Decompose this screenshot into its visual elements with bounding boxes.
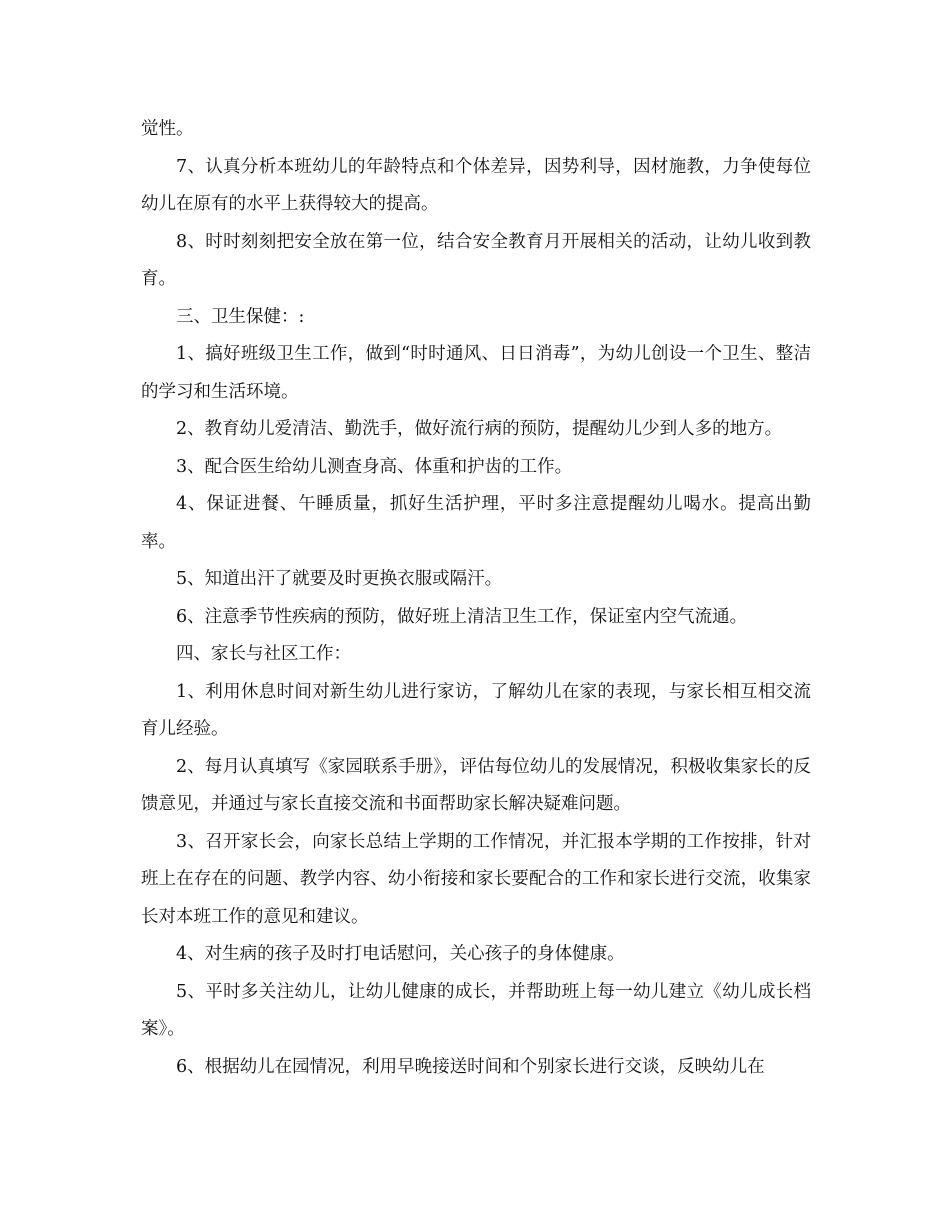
paragraph-parents-6: 6、根据幼儿在园情况，利用早晚接送时间和个别家长进行交谈，反映幼儿在 bbox=[176, 1056, 765, 1077]
section-heading-parents-community: 四、家长与社区工作： bbox=[176, 644, 351, 664]
paragraph-hygiene-6: 6、注意季节性疾病的预防，做好班上清洁卫生工作，保证室内空气流通。 bbox=[176, 606, 748, 627]
paragraph-hygiene-1: 1、搞好班级卫生工作，做到“时时通风、日日消毒”，为幼儿创设一个卫生、整洁的学习和生活环境。 bbox=[141, 344, 811, 402]
paragraph-parents-5: 5、平时多关注幼儿，让幼儿健康的成长，并帮助班上每一幼儿建立《幼儿成长档案》。 bbox=[141, 981, 811, 1039]
paragraph-hygiene-2: 2、教育幼儿爱清洁、勤洗手，做好流行病的预防，提醒幼儿少到人多的地方。 bbox=[176, 419, 783, 439]
paragraph-hygiene-4: 4、保证进餐、午睡质量，抓好生活护理，平时多注意提醒幼儿喝水。提高出勤率。 bbox=[141, 494, 811, 552]
paragraph-parents-3: 3、召开家长会，向家长总结上学期的工作情况，并汇报本学期的工作按排，针对班上在存在的问题、教学内容、幼小衔接和家长要配合的工作和家长进行交流，收集家长对本班工作的意见和建议。 bbox=[141, 831, 811, 927]
paragraph-item-8: 8、时时刻刻把安全放在第一位，结合安全教育月开展相关的活动，让幼儿收到教育。 bbox=[141, 231, 811, 289]
paragraph-item-7: 7、认真分析本班幼儿的年龄特点和个体差异，因势利导，因材施教，力争使每位幼儿在原有的水平上获得较大的提高。 bbox=[141, 156, 811, 214]
section-heading-hygiene: 三、卫生保健：: bbox=[176, 306, 305, 327]
paragraph-parents-2: 2、每月认真填写《家园联系手册》，评估每位幼儿的发展情况，积极收集家长的反馈意见，并通过与家长直接交流和书面帮助家长解决疑难问题。 bbox=[141, 756, 811, 814]
paragraph-hygiene-5: 5、知道出汗了就要及时更换衣服或隔汗。 bbox=[176, 569, 503, 589]
paragraph-parents-1: 1、利用休息时间对新生幼儿进行家访，了解幼儿在家的表现，与家长相互相交流育儿经验。 bbox=[141, 681, 811, 739]
paragraph-parents-4: 4、对生病的孩子及时打电话慰问，关心孩子的身体健康。 bbox=[176, 944, 625, 964]
paragraph-continuation: 觉性。 bbox=[141, 119, 194, 139]
paragraph-hygiene-3: 3、配合医生给幼儿测查身高、体重和护齿的工作。 bbox=[176, 456, 573, 477]
document-body bbox=[141, 111, 811, 1086]
